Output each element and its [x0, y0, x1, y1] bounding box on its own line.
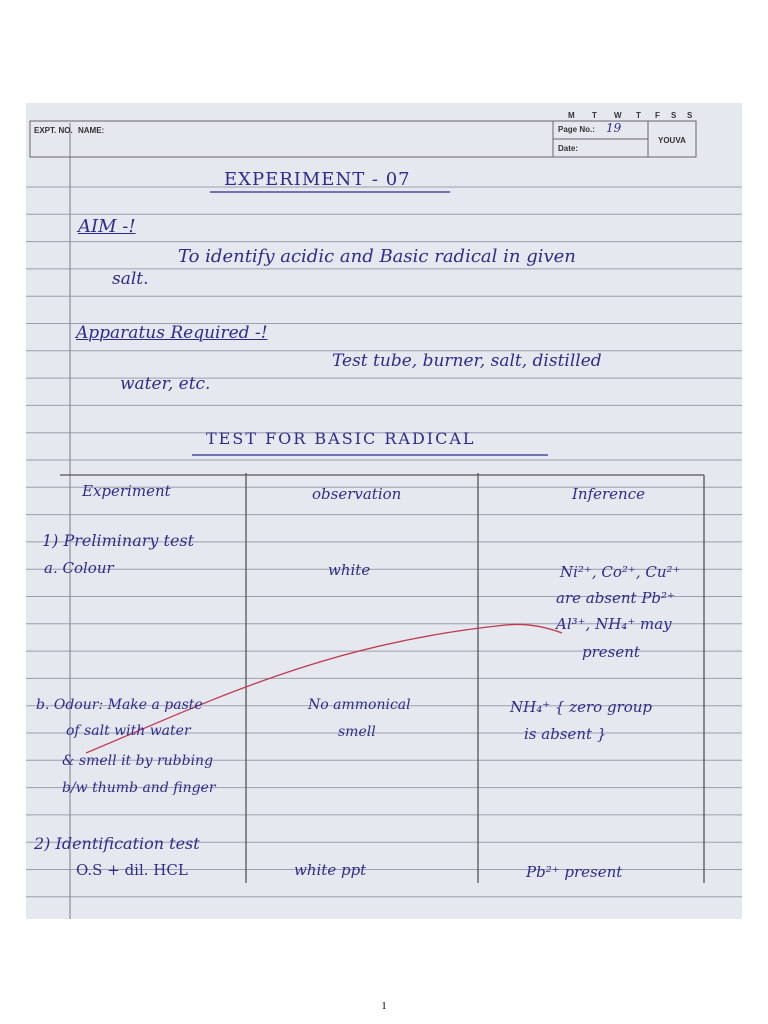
apparatus-line-2: water, etc.	[120, 374, 211, 394]
row2-inference-2: is absent }	[524, 725, 607, 743]
apparatus-heading: Apparatus Required -!	[76, 323, 268, 343]
day-t2: T	[636, 111, 641, 120]
row3-experiment-1: 2) Identification test	[34, 834, 200, 853]
row3-inference: Pb²⁺ present	[526, 863, 623, 881]
aim-line-2: salt.	[112, 269, 149, 289]
row2-inference-1: NH₄⁺ { zero group	[510, 698, 653, 716]
row2-observation-1: No ammonical	[308, 697, 411, 713]
aim-heading: AIM -!	[78, 216, 136, 237]
aim-line-1: To identify acidic and Basic radical in given	[178, 246, 576, 267]
row2-experiment-2: of salt with water	[66, 723, 191, 739]
row1-experiment-1: 1) Preliminary test	[42, 531, 195, 550]
header-inference: Inference	[572, 485, 646, 503]
header-experiment: Experiment	[82, 482, 171, 500]
row2-experiment-1: b. Odour: Make a paste	[36, 697, 203, 713]
brand-label: YOUVA	[658, 136, 686, 145]
row2-experiment-4: b/w thumb and finger	[62, 780, 216, 796]
row2-experiment-3: & smell it by rubbing	[62, 753, 214, 769]
row3-experiment-2: O.S + dil. HCL	[76, 861, 188, 879]
page-no-value: 19	[606, 121, 622, 135]
date-label: Date:	[558, 144, 579, 153]
row1-inference-1: Ni²⁺, Co²⁺, Cu²⁺	[560, 563, 681, 581]
section-title: TEST FOR BASIC RADICAL	[206, 429, 476, 448]
row1-experiment-2: a. Colour	[44, 559, 114, 577]
day-s2: S	[687, 111, 693, 120]
day-f: F	[655, 111, 660, 120]
day-s: S	[671, 111, 677, 120]
row1-inference-2: are absent Pb²⁺	[556, 589, 675, 607]
page-no-label: Page No.:	[558, 125, 595, 134]
apparatus-line-1: Test tube, burner, salt, distilled	[332, 351, 602, 371]
page-number: 1	[381, 1000, 387, 1012]
experiment-title: EXPERIMENT - 07	[224, 169, 411, 190]
expt-no-label: EXPT. NO.	[34, 126, 73, 135]
name-label: NAME:	[78, 126, 105, 135]
row1-inference-4: present	[582, 643, 640, 661]
row3-observation: white ppt	[294, 861, 367, 879]
day-w: W	[614, 111, 622, 120]
day-m: M	[568, 111, 575, 120]
notebook-page	[26, 103, 742, 919]
header-observation: observation	[312, 485, 402, 503]
row1-inference-3: Al³⁺, NH₄⁺ may	[556, 615, 672, 633]
day-t: T	[592, 111, 597, 120]
row1-observation: white	[328, 561, 371, 579]
row2-observation-2: smell	[338, 724, 376, 740]
